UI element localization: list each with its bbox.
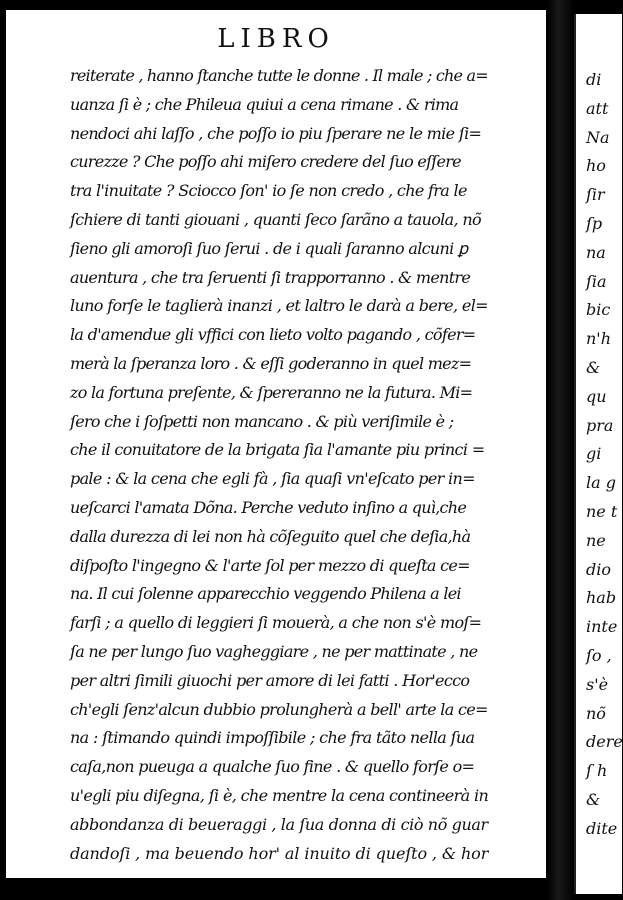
text-line: reiterate , hanno ſtanche tutte le donne . Il male ; che a= (70, 66, 488, 85)
text-line: farſi ; a quello di leggieri ſi mouerà, a che non s'è moſ= (70, 613, 482, 633)
text-line: caſa,non pueuga a qualche ſuo fine . & quello forſe o= (70, 757, 475, 777)
text-fragment: ne t (586, 501, 618, 521)
right-page-edge (574, 14, 622, 894)
text-fragment: gi (586, 444, 602, 464)
text-fragment: ſp (586, 213, 603, 233)
text-fragment: nõ (586, 703, 606, 723)
text-fragment: & (586, 789, 601, 809)
text-fragment: inte (586, 617, 618, 637)
text-line: diſpoſto l'ingegno & l'arte ſol per mezzo di queſta ce= (70, 555, 470, 575)
text-fragment: s'è (586, 674, 609, 694)
text-fragment: na (586, 242, 606, 262)
text-line: abbondanza di beueraggi , la ſua donna di ciò nõ guar (70, 814, 488, 834)
text-line: ſieno gli amoroſi ſuo ſerui . de i quali ſaranno alcuni ꝑ (70, 238, 468, 258)
text-fragment: ne (586, 530, 606, 550)
book-gutter (548, 0, 574, 900)
text-line: zo la fortuna preſente, & ſpereranno ne la futura. Mi= (70, 382, 473, 402)
text-fragment: hab (586, 588, 617, 608)
text-fragment: Na (586, 127, 610, 147)
text-line: na : ſtimando quindi impoſſibile ; che fra tãto nella ſua (70, 728, 475, 748)
text-fragment: la g (586, 473, 616, 493)
text-line: na. Il cui ſolenne apparecchio veggendo Philena a lei (70, 584, 461, 604)
text-line: per altri ſimili giuochi per amore di lei fatti . Hor'ecco (70, 670, 470, 690)
text-fragment: di (586, 70, 602, 89)
text-fragment: ſir (586, 185, 605, 205)
text-fragment: ho (586, 156, 606, 176)
text-line: nendoci ahi laſſo , che poſſo io piu ſperare ne le mie ſi= (70, 123, 482, 143)
text-line: merà la ſperanza loro . & eſſi goderanno in quel mez= (70, 353, 472, 373)
text-line: dandoſi , ma beuendo hor' al inuito di queſto , & hor (70, 843, 489, 863)
text-line: luno forſe le taglierà inanzi , et laltro le darà a bere, el= (70, 296, 488, 316)
text-line: auentura , che tra ſeruenti ſi trapporranno . & mentre (70, 267, 471, 287)
text-fragment: n'h (586, 329, 612, 349)
text-line: la d'amendue gli vffici con lieto volto pagando , cõfer= (70, 325, 476, 345)
text-fragment: ſo , (586, 645, 612, 665)
left-page (6, 10, 546, 878)
text-line: che il conuitatore de la brigata ſia l'amante piu princi = (70, 440, 485, 460)
text-line: ſa ne per lungo ſuo vagheggiare , ne per mattinate , ne (70, 641, 478, 661)
text-fragment: qu (586, 386, 607, 406)
text-line: u'egli piu diſegna, ſi è, che mentre la cena contineerà in (70, 785, 489, 805)
text-fragment: pra (586, 415, 614, 435)
running-header: LIBRO (217, 24, 335, 54)
text-line: ueſcarci l'amata Dõna. Perche veduto inſino a quì,che (70, 497, 467, 517)
text-line: pale : & la cena che egli fà , ſia quaſi vn'eſcato per in= (70, 469, 475, 489)
text-line: uanza ſi è ; che Phileua quiui a cena rimane . & rima (70, 94, 459, 114)
text-line: ſero che i ſoſpetti non mancano . & più veriſimile è ; (70, 411, 454, 431)
text-fragment: & (586, 357, 601, 377)
text-line: dalla durezza di lei non hà cõſeguito quel che deſia,hà (70, 526, 471, 546)
text-fragment: dere (586, 732, 623, 752)
text-line: ch'egli ſenz'alcun dubbio prolungherà a bell' arte la ce= (70, 699, 488, 719)
text-fragment: bic (586, 300, 611, 320)
text-line: curezze ? Che poſſo ahi miſero credere del ſuo eſſere (70, 152, 461, 172)
text-fragment: dio (586, 559, 611, 579)
text-fragment: ſia (586, 271, 607, 291)
text-fragment: dite (586, 818, 618, 838)
right-page-text (586, 66, 623, 844)
text-fragment: ſ h (586, 761, 608, 781)
text-fragment: att (586, 98, 609, 118)
text-line: ſchiere di tanti giouani , quanti ſeco ſarãno a tauola, nõ (70, 209, 481, 229)
body-text (70, 62, 488, 868)
text-line: tra l'inuitate ? Sciocco ſon' io ſe non credo , che fra le (70, 181, 467, 201)
